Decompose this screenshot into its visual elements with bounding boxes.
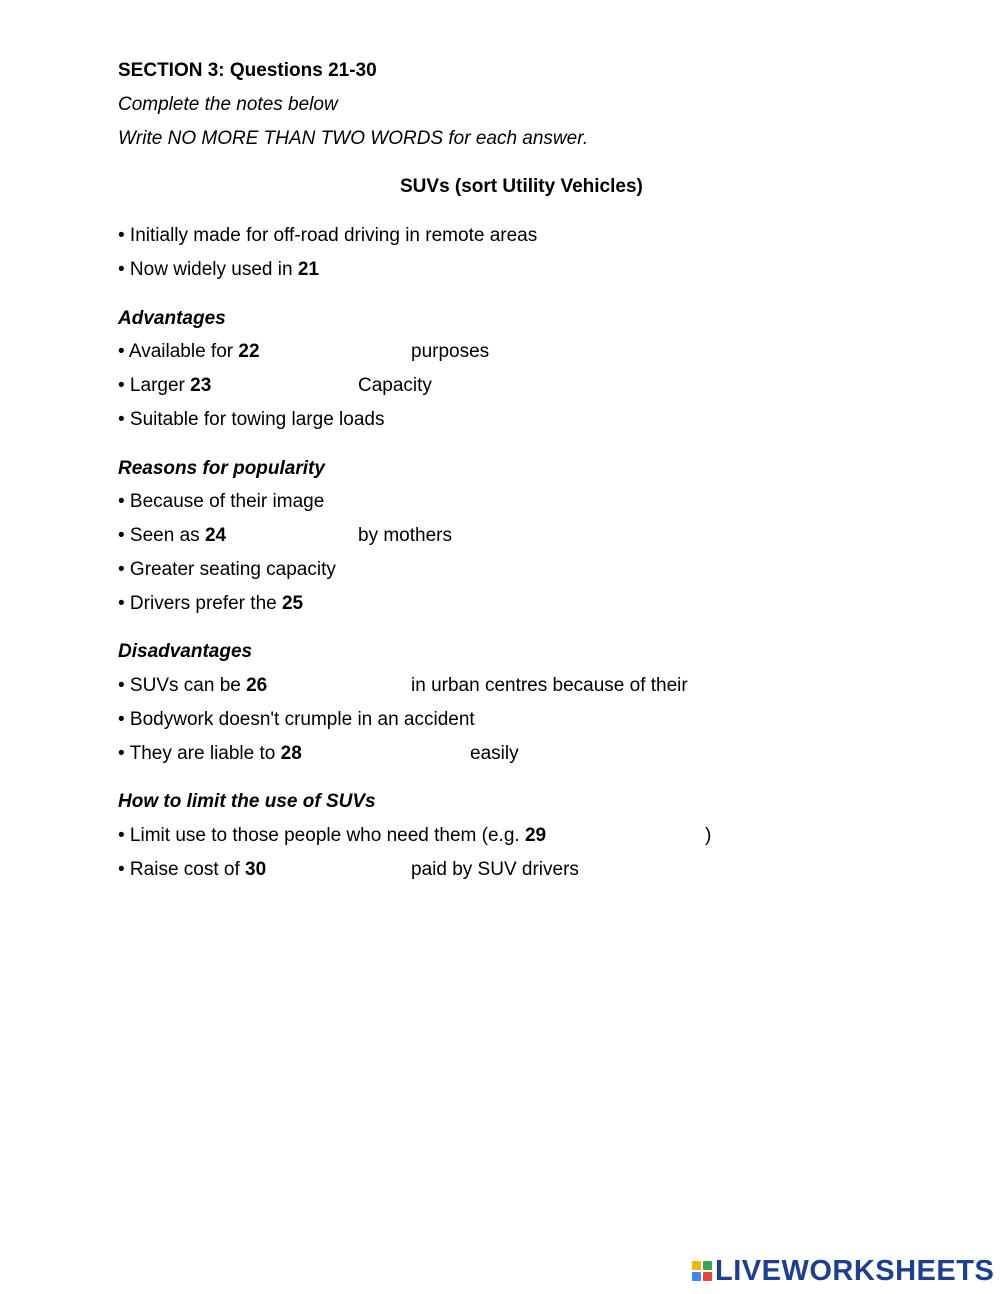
note-item-q23: • Larger 23 [118,375,212,396]
question-number: 23 [190,375,212,396]
heading-limit-use: How to limit the use of SUVs [118,791,376,812]
liveworksheets-logo-icon [692,1261,712,1281]
text-after-23: Capacity [358,375,432,396]
text-after-26: in urban centres because of their [411,675,688,696]
note-item-q24: • Seen as 24 [118,525,227,546]
brand-logo [692,1256,994,1286]
note-item-q25: • Drivers prefer the 25 [118,593,304,614]
text-after-24: by mothers [358,525,452,546]
note-item-q22: • Available for 22 [118,341,260,362]
question-number: 22 [238,341,260,362]
text-after-29: ) [705,825,712,846]
answer-input-24[interactable] [236,523,360,547]
note-item-q30: • Raise cost of 30 [118,859,267,880]
answer-input-23[interactable] [220,373,360,397]
note-item: • Initially made for off-road driving in remote areas [118,225,538,246]
note-item: • Greater seating capacity [118,559,336,580]
note-item-q28: • They are liable to 28 [118,743,302,764]
answer-input-28[interactable] [314,741,472,765]
notes-title: SUVs (sort Utility Vehicles) [400,176,643,197]
question-number: 26 [246,675,268,696]
instruction-complete: Complete the notes below [118,94,338,115]
heading-advantages: Advantages [118,308,226,329]
note-item-q29: • Limit use to those people who need them (e.g. 29 [118,825,547,846]
answer-input-30[interactable] [276,857,414,881]
question-number: 29 [524,825,547,846]
question-number: 30 [245,859,267,880]
question-number: 28 [280,743,302,764]
question-number: 24 [204,525,227,546]
note-item: • Suitable for towing large loads [118,409,385,430]
note-item-q21: • Now widely used in 21 [118,259,319,280]
note-item-q26: • SUVs can be 26 [118,675,268,696]
brand-name: LIVEWORKSHEETS [715,1254,995,1287]
text-after-22: purposes [411,341,490,362]
heading-popularity: Reasons for popularity [118,458,325,479]
question-number: 21 [297,259,319,280]
heading-disadvantages: Disadvantages [118,641,253,662]
answer-input-25[interactable] [316,591,544,615]
text-after-30: paid by SUV drivers [411,859,579,880]
text-after-28: easily [470,743,519,764]
answer-input-21[interactable] [332,257,560,281]
note-item: • Bodywork doesn't crumple in an accident [118,709,475,730]
answer-input-26[interactable] [278,673,414,697]
answer-input-29[interactable] [566,823,708,847]
note-item: • Because of their image [118,491,325,512]
section-title: SECTION 3: Questions 21-30 [118,60,377,81]
answer-input-22[interactable] [272,339,414,363]
question-number: 25 [281,593,304,614]
instruction-word-limit: Write NO MORE THAN TWO WORDS for each answer. [118,128,589,149]
